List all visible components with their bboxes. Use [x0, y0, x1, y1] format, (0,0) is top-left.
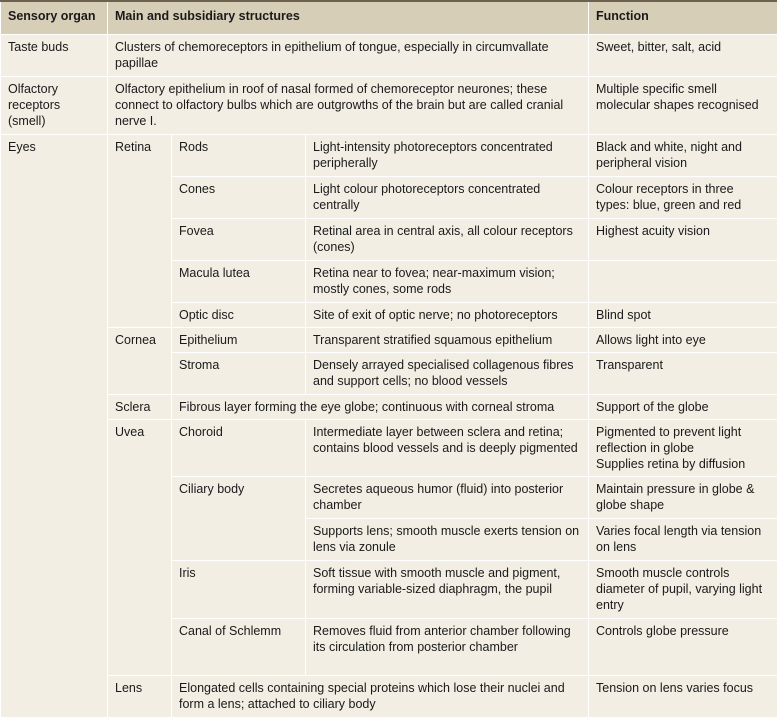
header-structures: Main and subsidiary structures: [108, 1, 589, 35]
table-row: [1, 135, 777, 177]
description-cell: Elongated cells containing special proteins which lose their nuclei and form a lens; attached to ciliary body: [172, 676, 589, 718]
description-cell: Retina near to fovea; near-maximum vision; mostly cones, some rods: [306, 261, 589, 303]
table-row: [1, 395, 777, 420]
substructure-cell: Lens: [108, 676, 172, 718]
description-cell: Retinal area in central axis, all colour receptors (cones): [306, 219, 589, 261]
function-cell: Allows light into eye: [589, 328, 777, 353]
part-cell: Rods: [172, 135, 306, 177]
table-row: [1, 35, 777, 77]
description-cell: Fibrous layer forming the eye globe; continuous with corneal stroma: [172, 395, 589, 420]
function-cell: Sweet, bitter, salt, acid: [589, 35, 777, 77]
description-cell: Site of exit of optic nerve; no photoreceptors: [306, 303, 589, 328]
description-cell: Densely arrayed specialised collagenous fibres and support cells; no blood vessels: [306, 353, 589, 395]
part-cell: Fovea: [172, 219, 306, 261]
function-cell: Blind spot: [589, 303, 777, 328]
description-cell: Transparent stratified squamous epithelium: [306, 328, 589, 353]
table-row: [1, 420, 777, 477]
function-cell: Tension on lens varies focus: [589, 676, 777, 718]
function-cell: Controls globe pressure: [589, 619, 777, 676]
part-cell: Choroid: [172, 420, 306, 477]
substructure-cell: Sclera: [108, 395, 172, 420]
description-cell: Removes fluid from anterior chamber following its circulation from posterior chamber: [306, 619, 589, 676]
function-cell: Support of the globe: [589, 395, 777, 420]
function-cell: Transparent: [589, 353, 777, 395]
function-cell: Varies focal length via tension on lens: [589, 519, 777, 561]
description-cell: Supports lens; smooth muscle exerts tension on lens via zonule: [306, 519, 589, 561]
organ-cell: Olfactory receptors (smell): [1, 77, 108, 135]
part-cell: Canal of Schlemm: [172, 619, 306, 676]
substructure-cell: Uvea: [108, 420, 172, 676]
description-cell: Light colour photoreceptors concentrated centrally: [306, 177, 589, 219]
part-cell: Macula lutea: [172, 261, 306, 303]
description-cell: Soft tissue with smooth muscle and pigment, forming variable-sized diaphragm, the pupil: [306, 561, 589, 619]
part-cell: Ciliary body: [172, 477, 306, 561]
substructure-cell: Retina: [108, 135, 172, 328]
organ-cell: Taste buds: [1, 35, 108, 77]
function-cell: Colour receptors in three types: blue, green and red: [589, 177, 777, 219]
header-row: [1, 1, 777, 35]
function-cell: Black and white, night and peripheral vision: [589, 135, 777, 177]
function-cell: Highest acuity vision: [589, 219, 777, 261]
function-line: Supplies retina by diffusion: [596, 456, 770, 472]
part-cell: Epithelium: [172, 328, 306, 353]
part-cell: Iris: [172, 561, 306, 619]
function-cell: [589, 261, 777, 303]
structure-cell: Clusters of chemoreceptors in epithelium of tongue, especially in circumvallate papillae: [108, 35, 589, 77]
part-cell: Optic disc: [172, 303, 306, 328]
structure-cell: Olfactory epithelium in roof of nasal formed of chemoreceptor neurones; these connect to olfactory bulbs which are outgrowths of the brain but are called cranial nerve I.: [108, 77, 589, 135]
part-cell: Stroma: [172, 353, 306, 395]
table-row: [1, 676, 777, 718]
function-cell: Maintain pressure in globe & globe shape: [589, 477, 777, 519]
description-cell: Light-intensity photoreceptors concentrated peripherally: [306, 135, 589, 177]
header-sensory-organ: Sensory organ: [1, 1, 108, 35]
part-cell: Cones: [172, 177, 306, 219]
description-cell: Intermediate layer between sclera and retina; contains blood vessels and is deeply pigmented: [306, 420, 589, 477]
function-cell: Multiple specific smell molecular shapes recognised: [589, 77, 777, 135]
substructure-cell: Cornea: [108, 328, 172, 395]
table-row: [1, 328, 777, 353]
header-function: Function: [589, 1, 777, 35]
table-row: [1, 77, 777, 135]
description-cell: Secretes aqueous humor (fluid) into posterior chamber: [306, 477, 589, 519]
organ-cell: Eyes: [1, 135, 108, 718]
function-cell: [589, 420, 777, 477]
function-cell: Smooth muscle controls diameter of pupil, varying light entry: [589, 561, 777, 619]
function-line: Pigmented to prevent light reflection in globe: [596, 424, 770, 456]
